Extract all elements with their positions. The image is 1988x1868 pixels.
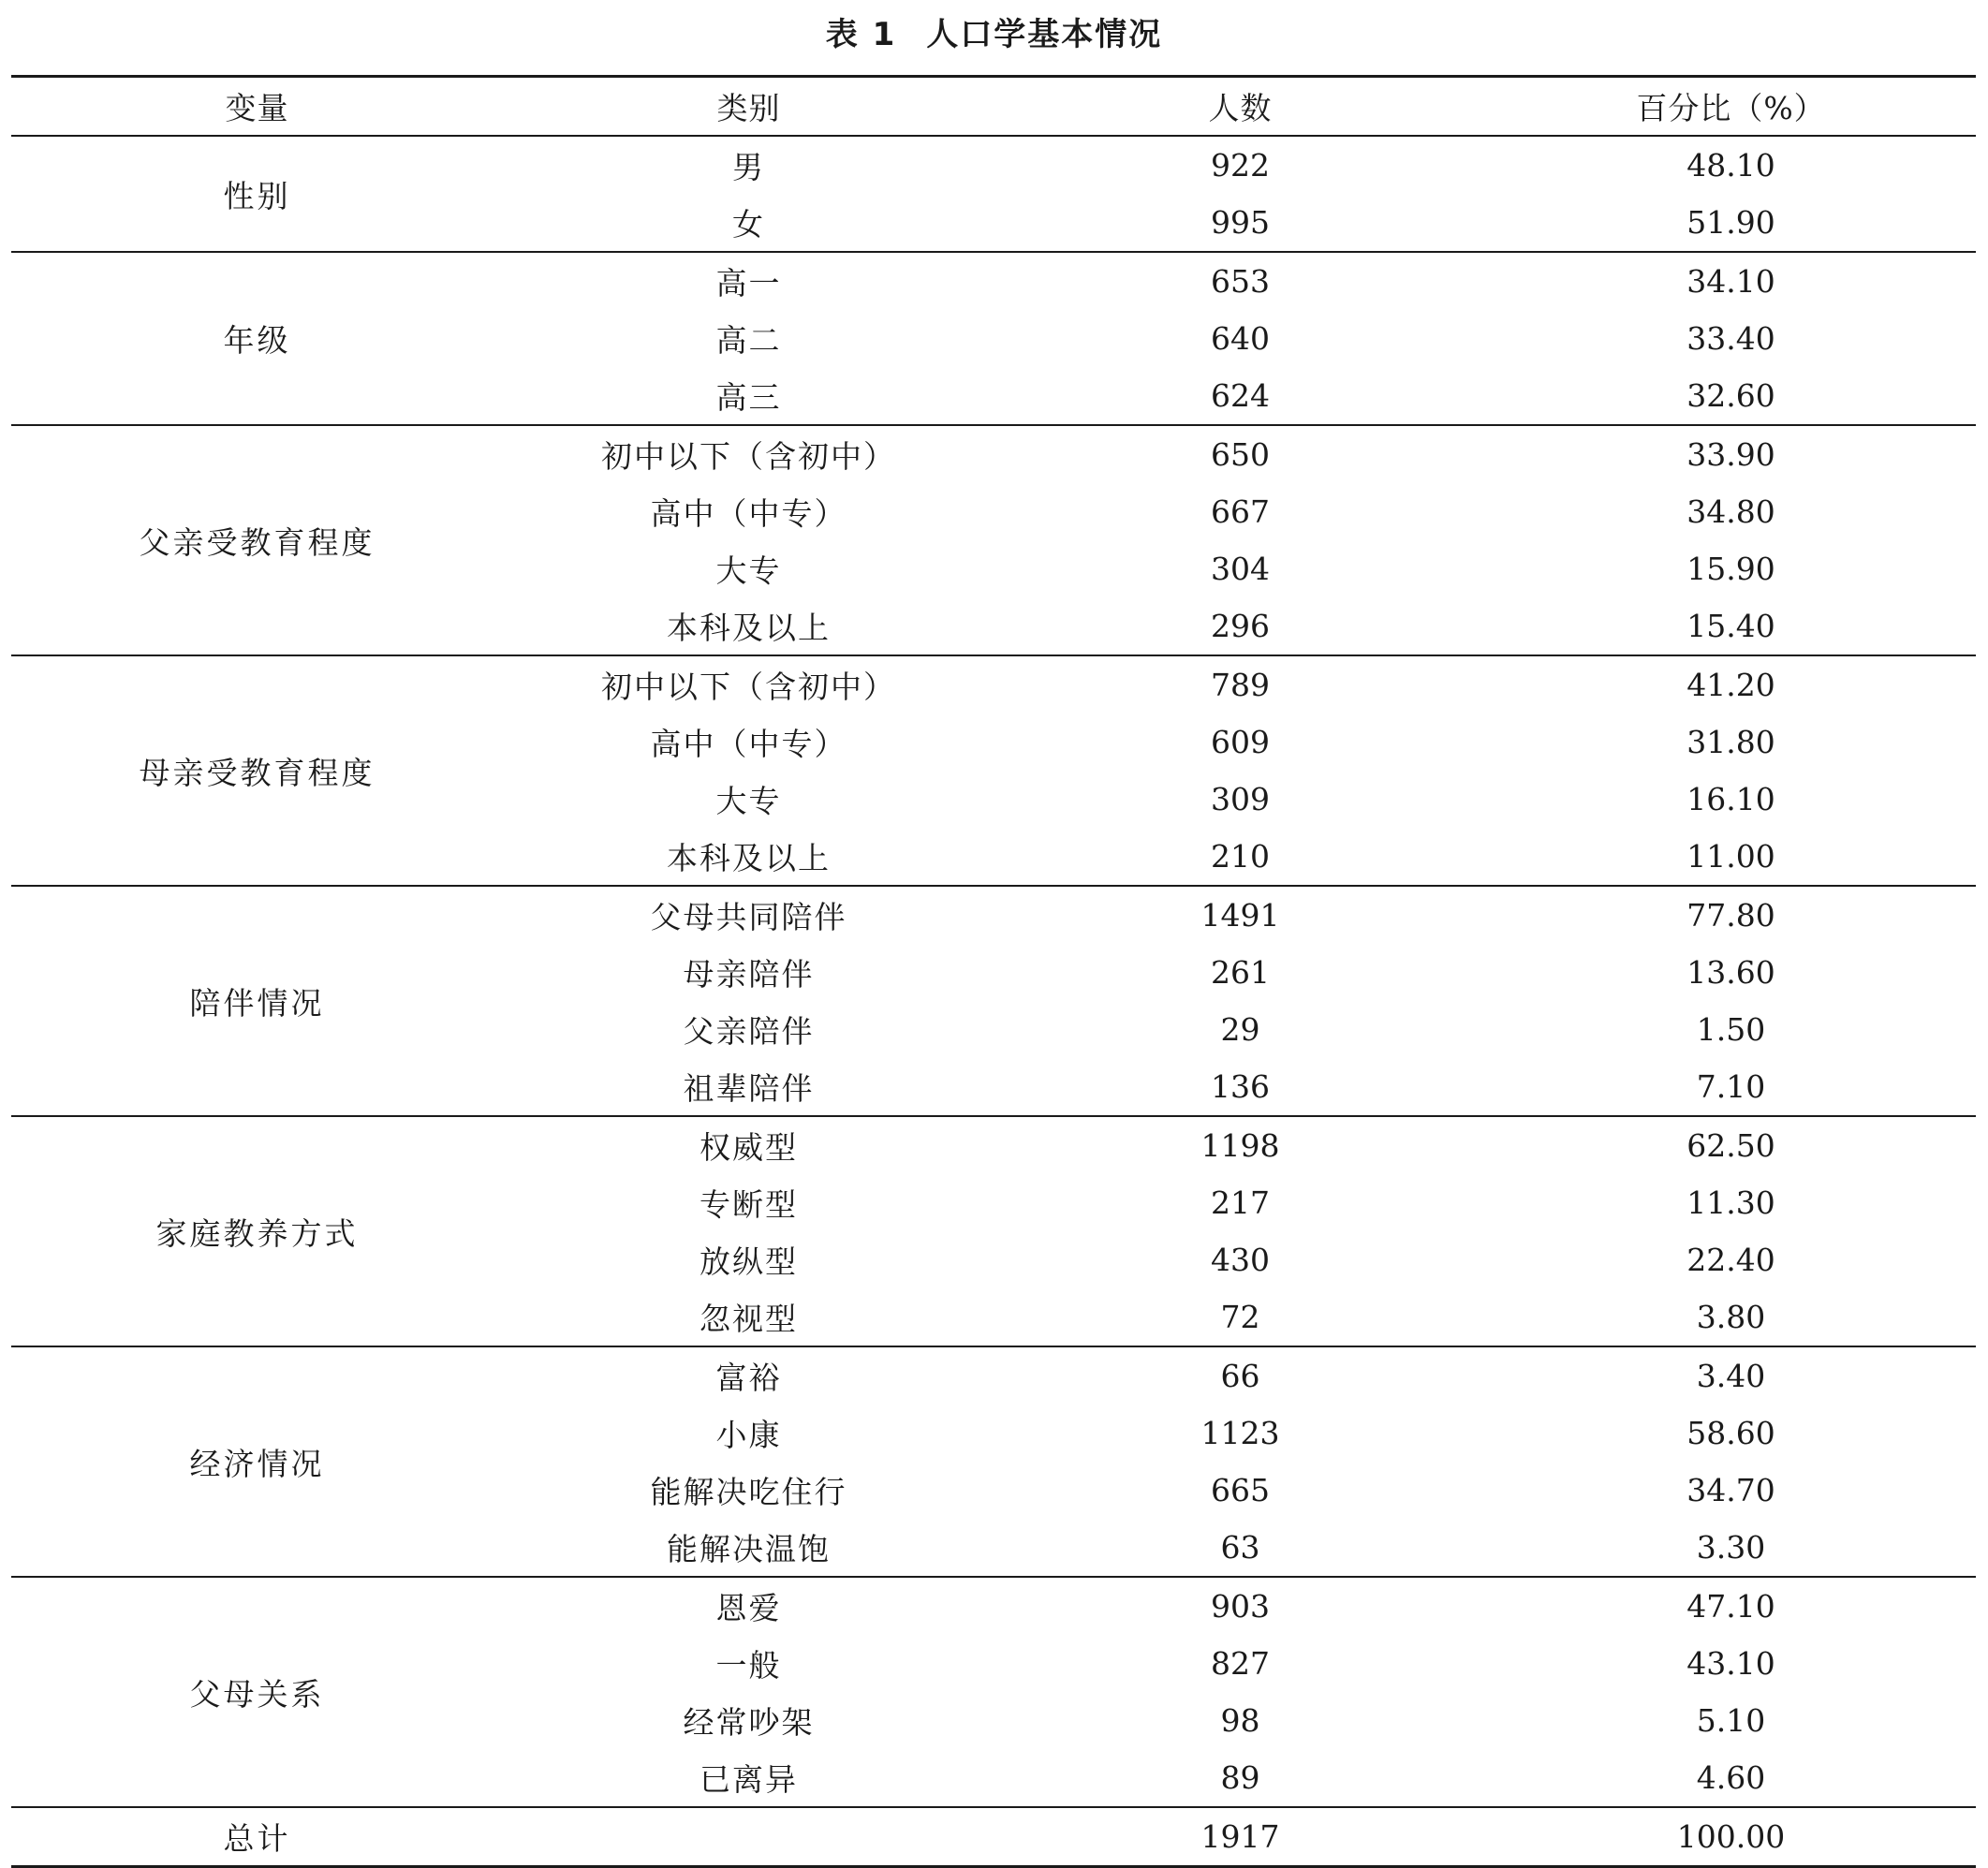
header-variable: 变量 (225, 90, 289, 126)
count-cell: 98 (1220, 1702, 1260, 1739)
variable-cell: 父亲受教育程度 (139, 523, 376, 561)
count-cell: 667 (1211, 493, 1270, 530)
variable-cell: 经济情况 (189, 1445, 325, 1482)
table-footer (11, 1807, 1976, 1867)
percent-cell: 41.20 (1686, 667, 1775, 703)
category-cell: 忽视型 (699, 1301, 798, 1337)
variable-cell: 性别 (223, 177, 291, 214)
percent-cell: 31.80 (1686, 724, 1775, 760)
percent-cell: 11.30 (1686, 1184, 1775, 1221)
header-category: 类别 (716, 90, 781, 126)
table-number: 表 1 (825, 16, 897, 53)
variable-cell: 年级 (223, 322, 291, 359)
total-percent: 100.00 (1676, 1818, 1786, 1855)
group-3 (11, 655, 1976, 886)
percent-cell: 58.60 (1686, 1415, 1775, 1451)
category-cell: 母亲陪伴 (683, 956, 815, 993)
category-cell: 女 (732, 206, 765, 243)
count-cell: 210 (1211, 838, 1270, 875)
category-cell: 经常吵架 (683, 1704, 815, 1741)
percent-cell: 5.10 (1696, 1702, 1766, 1739)
table-row (11, 425, 1976, 483)
count-cell: 1491 (1200, 897, 1280, 934)
category-cell: 能解决温饱 (667, 1531, 831, 1567)
percent-cell: 7.10 (1696, 1068, 1766, 1105)
group-0 (11, 136, 1976, 252)
category-cell: 放纵型 (699, 1243, 798, 1280)
category-cell: 已离异 (699, 1761, 798, 1798)
count-cell: 995 (1211, 204, 1270, 241)
percent-cell: 13.60 (1686, 954, 1775, 991)
category-cell: 初中以下（含初中） (601, 438, 896, 475)
percent-cell: 77.80 (1686, 897, 1775, 934)
category-cell: 高三 (715, 379, 782, 416)
count-cell: 827 (1211, 1645, 1270, 1682)
group-4 (11, 886, 1976, 1116)
percent-cell: 11.00 (1686, 838, 1775, 875)
percent-cell: 22.40 (1686, 1242, 1775, 1278)
count-cell: 217 (1211, 1184, 1270, 1221)
count-cell: 1198 (1200, 1127, 1280, 1164)
category-cell: 富裕 (715, 1360, 782, 1396)
percent-cell: 32.60 (1686, 377, 1775, 414)
header-count: 人数 (1208, 90, 1273, 126)
percent-cell: 34.80 (1686, 493, 1775, 530)
table-row (11, 1116, 1976, 1174)
count-cell: 63 (1220, 1529, 1260, 1566)
total-category-empty (503, 1807, 994, 1867)
category-cell: 初中以下（含初中） (601, 669, 896, 705)
demographics-table (11, 75, 1976, 1868)
group-5 (11, 1116, 1976, 1346)
category-cell: 一般 (715, 1647, 782, 1684)
variable-cell: 母亲受教育程度 (139, 754, 376, 791)
count-cell: 66 (1220, 1358, 1260, 1394)
percent-cell: 62.50 (1686, 1127, 1775, 1164)
percent-cell: 43.10 (1686, 1645, 1775, 1682)
count-cell: 653 (1211, 263, 1270, 300)
group-7 (11, 1577, 1976, 1807)
category-cell: 祖辈陪伴 (683, 1070, 815, 1107)
percent-cell: 3.30 (1696, 1529, 1766, 1566)
group-2 (11, 425, 1976, 655)
category-cell: 大专 (715, 783, 782, 819)
count-cell: 789 (1211, 667, 1270, 703)
category-cell: 本科及以上 (667, 610, 831, 646)
count-cell: 665 (1211, 1472, 1270, 1508)
category-cell: 大专 (715, 552, 782, 589)
count-cell: 922 (1211, 147, 1270, 184)
table-row (11, 252, 1976, 310)
percent-cell: 47.10 (1686, 1588, 1775, 1625)
category-cell: 高二 (715, 322, 782, 359)
table-row (11, 1346, 1976, 1405)
header-percent: 百分比（%） (1636, 90, 1826, 126)
count-cell: 136 (1211, 1068, 1270, 1105)
count-cell: 903 (1211, 1588, 1270, 1625)
percent-cell: 34.70 (1686, 1472, 1775, 1508)
count-cell: 304 (1211, 551, 1270, 587)
percent-cell: 15.90 (1686, 551, 1775, 587)
category-cell: 专断型 (699, 1186, 798, 1223)
count-cell: 261 (1211, 954, 1270, 991)
count-cell: 296 (1211, 608, 1270, 644)
table-header (11, 77, 1976, 137)
count-cell: 309 (1211, 781, 1270, 817)
category-cell: 父亲陪伴 (683, 1013, 815, 1050)
variable-cell: 家庭教养方式 (155, 1214, 359, 1252)
variable-cell: 陪伴情况 (189, 984, 325, 1022)
table-row (11, 1577, 1976, 1635)
category-cell: 高中（中专） (650, 495, 847, 532)
category-cell: 男 (732, 149, 765, 185)
count-cell: 624 (1211, 377, 1270, 414)
category-cell: 能解决吃住行 (650, 1474, 847, 1510)
table-row (11, 886, 1976, 944)
percent-cell: 33.90 (1686, 436, 1775, 473)
percent-cell: 33.40 (1686, 320, 1775, 357)
percent-cell: 3.80 (1696, 1299, 1766, 1335)
total-count: 1917 (1200, 1818, 1280, 1855)
total-label: 总计 (223, 1820, 291, 1857)
percent-cell: 15.40 (1686, 608, 1775, 644)
percent-cell: 1.50 (1696, 1011, 1766, 1048)
count-cell: 640 (1211, 320, 1270, 357)
count-cell: 29 (1220, 1011, 1260, 1048)
category-cell: 权威型 (699, 1129, 798, 1166)
variable-cell: 父母关系 (189, 1675, 325, 1713)
count-cell: 72 (1220, 1299, 1260, 1335)
category-cell: 本科及以上 (667, 840, 831, 876)
category-cell: 恩爱 (715, 1590, 782, 1626)
count-cell: 650 (1211, 436, 1270, 473)
percent-cell: 16.10 (1686, 781, 1775, 817)
header-row (11, 77, 1976, 137)
count-cell: 89 (1220, 1759, 1260, 1796)
percent-cell: 48.10 (1686, 147, 1775, 184)
table-row (11, 136, 1976, 194)
category-cell: 高中（中专） (650, 726, 847, 762)
percent-cell: 3.40 (1696, 1358, 1766, 1394)
category-cell: 小康 (715, 1417, 782, 1453)
count-cell: 430 (1211, 1242, 1270, 1278)
table-title: 人口学基本情况 (926, 16, 1163, 53)
category-cell: 高一 (715, 265, 782, 302)
percent-cell: 4.60 (1696, 1759, 1766, 1796)
table-row (11, 655, 1976, 713)
category-cell: 父母共同陪伴 (650, 899, 847, 935)
group-1 (11, 252, 1976, 425)
percent-cell: 51.90 (1686, 204, 1775, 241)
percent-cell: 34.10 (1686, 263, 1775, 300)
count-cell: 1123 (1200, 1415, 1280, 1451)
table-caption (0, 11, 1988, 58)
total-row (11, 1807, 1976, 1867)
count-cell: 609 (1211, 724, 1270, 760)
group-6 (11, 1346, 1976, 1577)
